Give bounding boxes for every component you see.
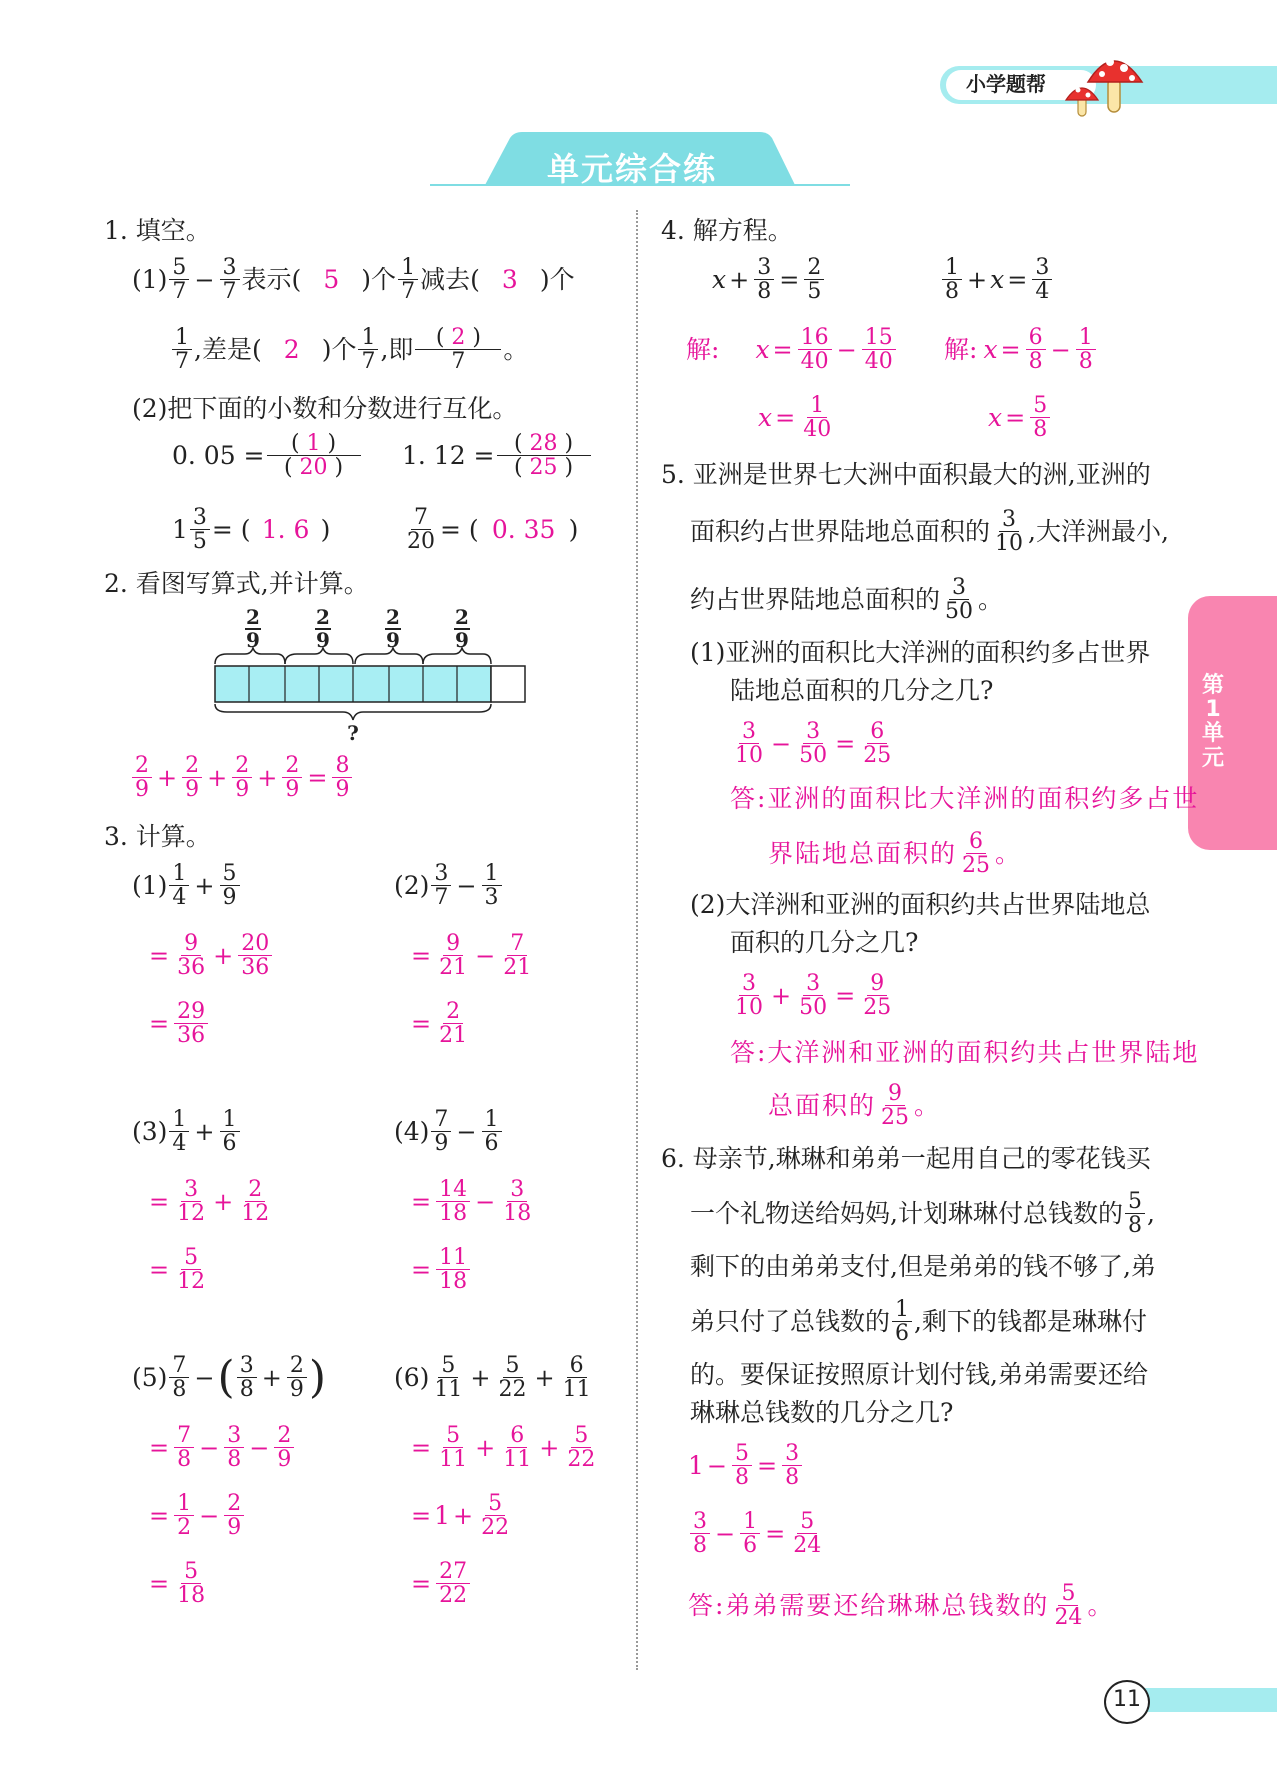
q3-problem-5: (5) $\frac{7}{8}$ − ( $\frac{3}{8}$ + $\frac{2}{9}$ ) (132, 1351, 326, 1403)
q5-text: 面积约占世界陆地总面积的 (690, 517, 991, 547)
q5-text: 。 (978, 585, 1004, 615)
q5-line3: 约占世界陆地总面积的 $\frac{3}{50}$ 。 (690, 575, 1004, 625)
q3-6-step3: = $\frac{27}{22}$ (408, 1560, 472, 1607)
svg-text:9: 9 (316, 628, 330, 652)
fraction: $\frac{3}{5}$ (190, 506, 210, 553)
q4-solution-1b: x = $\frac{1}{40}$ (758, 393, 832, 443)
q1-part1-line1: (1) $\frac{5}{7}$ − $\frac{3}{7}$ 表示( 5 )个 $\frac{1}{7}$ 减去( 3 )个 (132, 255, 575, 305)
q5-sub1-calc: $\frac{3}{10}$ − $\frac{3}{50}$ = $\frac{6}{25}$ (735, 719, 892, 769)
fraction: $\frac{( 28 )}{( 25 )}$ (497, 432, 591, 479)
q5-answer-text: 界陆地总面积的 (768, 839, 958, 869)
q1-answer: 25 (529, 455, 558, 481)
q5-sub2-line1: (2)大洋洲和亚洲的面积约共占世界陆地总 (690, 890, 1151, 919)
q3-problem-3: (3) $\frac{1}{4}$ + $\frac{1}{6}$ (132, 1108, 242, 1155)
q1-text: )个 (539, 265, 575, 295)
q3-label: (2) (394, 871, 430, 901)
svg-text:9: 9 (386, 628, 400, 652)
fraction: $\frac{7}{20}$ (407, 505, 435, 555)
q1-text: ,即 (380, 335, 414, 365)
fraction: $\frac{5}{7}$ (169, 256, 189, 303)
q6-text: 弟只付了总钱数的 (690, 1307, 891, 1337)
q1-answer-1: 5 (323, 265, 340, 295)
q4-solution-2: 解: x = $\frac{6}{8}$ − $\frac{1}{8}$ (944, 326, 1098, 373)
q2-heading: 2. 看图写算式,并计算。 (104, 569, 369, 598)
q6-line3: 剩下的由弟弟支付,但是弟弟的钱不够了,弟 (690, 1252, 1156, 1281)
q3-4-step1: = $\frac{14}{18}$ − $\frac{3}{18}$ (411, 1177, 532, 1227)
q1-text: 表示( (241, 265, 302, 295)
q5-text: ,大洋洲最小, (1028, 517, 1169, 547)
q5-sub2-calc: $\frac{3}{10}$ + $\frac{3}{50}$ = $\frac{9}{25}$ (735, 971, 892, 1021)
q1-answer: 1. 6 (261, 515, 310, 545)
fraction: $\frac{1}{7}$ (172, 326, 192, 373)
q3-2-step1: = $\frac{9}{21}$ − $\frac{7}{21}$ (411, 931, 532, 981)
q3-problem-6: (6) $\frac{5}{11}$ + $\frac{5}{22}$ + $\frac{6}{11}$ (394, 1353, 591, 1403)
q3-label: (5) (132, 1363, 168, 1393)
q2-bar-diagram (205, 602, 535, 747)
q3-6-step2: = 1 + $\frac{5}{22}$ (411, 1491, 510, 1541)
q6-line6: 琳琳总钱数的几分之几? (690, 1398, 954, 1427)
q3-label: (4) (394, 1117, 430, 1147)
fraction: $\frac{( 2 )}{7}$ (415, 326, 501, 373)
q1-mixed-2: $\frac{7}{20}$ = ( 0. 35 ) (402, 506, 578, 553)
svg-text:9: 9 (246, 628, 260, 652)
q1-text: )个 (321, 335, 357, 365)
q3-1-step2: = $\frac{29}{36}$ (146, 1000, 210, 1047)
q4-solution-2b: x = $\frac{5}{8}$ (988, 394, 1052, 441)
unit-tab-line2: 1 (1205, 697, 1221, 723)
q6-line2: 一个礼物送给妈妈,计划琳琳付总钱数的 $\frac{5}{8}$ , (690, 1189, 1155, 1239)
q5-sub2-answer-1: 答:大洋洲和亚洲的面积约共占世界陆地 (730, 1038, 1200, 1067)
q1-answer-4: 2 (451, 325, 466, 350)
q3-label: (1) (132, 871, 168, 901)
svg-text:2: 2 (316, 605, 330, 629)
q1-part1-label: (1) (132, 265, 168, 295)
unit-tab-label (1198, 674, 1228, 771)
q1-answer: 28 (529, 431, 558, 456)
q3-label: (6) (394, 1363, 430, 1393)
q3-3-step1: = $\frac{3}{12}$ + $\frac{2}{12}$ (149, 1177, 270, 1227)
q3-1-step1: = $\frac{9}{36}$ + $\frac{20}{36}$ (146, 932, 274, 979)
svg-text:2: 2 (455, 605, 469, 629)
q1-decimal-text: 1. 12 = (402, 441, 495, 471)
q3-2-step2: = $\frac{2}{21}$ (411, 999, 468, 1049)
unit-tab-line3: 单 (1201, 721, 1224, 747)
q1-mixed-whole: 1 (172, 515, 188, 545)
q5-line2: 面积约占世界陆地总面积的 $\frac{3}{10}$ ,大洋洲最小, (690, 507, 1169, 557)
page-title: 单元综合练 (547, 150, 718, 188)
unit-tab-line1: 第 (1201, 673, 1224, 698)
q6-answer-text: 答:弟弟需要还给琳琳总钱数的 (688, 1591, 1050, 1621)
q1-decimal-1 (172, 432, 363, 479)
svg-text:2: 2 (246, 605, 260, 629)
page-number-strip (1140, 1688, 1277, 1712)
q5-text: 约占世界陆地总面积的 (690, 585, 941, 615)
fraction: $\frac{( 1 )}{( 20 )}$ (267, 432, 361, 479)
q6-line4: 弟只付了总钱数的 $\frac{1}{6}$ ,剩下的钱都是琳琳付 (690, 1297, 1147, 1347)
q3-3-step2: = $\frac{5}{12}$ (149, 1245, 206, 1295)
q5-sub2-line2: 面积的几分之几? (730, 928, 919, 957)
q1-answer: 0. 35 (491, 515, 556, 545)
q1-answer: 20 (299, 455, 328, 481)
q5-sub1-answer-2: 界陆地总面积的 $\frac{6}{25}$ 。 (768, 829, 1023, 879)
q1-mixed-1: 1 $\frac{3}{5}$ = ( 1. 6 ) (172, 505, 331, 555)
q1-text: 减去( (420, 265, 480, 295)
q1-answer-3: 2 (283, 335, 300, 365)
q4-equation-1: x + $\frac{3}{8}$ = $\frac{2}{5}$ (712, 256, 826, 303)
mushroom-icon (1060, 40, 1150, 120)
svg-text:9: 9 (455, 628, 469, 652)
header-brand: 小学题帮 (966, 72, 1046, 96)
q3-problem-1: (1) $\frac{1}{4}$ + $\frac{5}{9}$ (132, 862, 242, 909)
page-number: 11 (1113, 1687, 1141, 1712)
unit-tab-line4: 元 (1201, 745, 1224, 771)
q3-problem-2: (2) $\frac{3}{7}$ − $\frac{1}{3}$ (394, 862, 504, 909)
q5-answer-text: 总面积的 (768, 1091, 877, 1121)
q4-solution-1: 解: x = $\frac{16}{40}$ − $\frac{15}{40}$ (686, 326, 898, 373)
q4-jie-label: 解: (686, 335, 720, 365)
q5-sub1-answer-1: 答:亚洲的面积比大洋洲的面积约多占世 (730, 784, 1200, 813)
q1-answer: 1 (306, 431, 321, 456)
column-divider (636, 210, 638, 1670)
q5-sub1-line1: (1)亚洲的面积比大洋洲的面积约多占世界 (690, 638, 1151, 667)
q3-heading: 3. 计算。 (104, 822, 211, 851)
q3-6-step1: = $\frac{5}{11}$ + $\frac{6}{11}$ + $\frac{5}{22}$ (411, 1423, 596, 1473)
q1-part2: (2)把下面的小数和分数进行互化。 (132, 394, 518, 423)
q6-text: ,剩下的钱都是琳琳付 (914, 1307, 1147, 1337)
q6-line1: 6. 母亲节,琳琳和弟弟一起用自己的零花钱买 (661, 1144, 1151, 1173)
q5-line1: 5. 亚洲是世界七大洲中面积最大的洲,亚洲的 (661, 460, 1151, 489)
q3-5-step1: = $\frac{7}{8}$ − $\frac{3}{8}$ − $\frac{2}{9}$ (146, 1424, 296, 1471)
fraction: $\frac{1}{7}$ (398, 256, 418, 303)
q6-line5: 的。要保证按照原计划付钱,弟弟需要还给 (690, 1360, 1148, 1389)
q1-text: )个 (361, 265, 397, 295)
q1-decimal-2 (402, 432, 593, 479)
q1-heading: 1. 填空。 (104, 216, 211, 245)
q4-jie-label: 解: (944, 335, 978, 365)
q1-text: ,差是( (194, 335, 262, 365)
q2-question-mark: ? (347, 721, 359, 745)
q4-heading: 4. 解方程。 (661, 216, 793, 245)
svg-text:2: 2 (386, 605, 400, 629)
fraction: $\frac{3}{7}$ (220, 256, 240, 303)
q3-label: (3) (132, 1117, 168, 1147)
q6-calc-2: $\frac{3}{8}$ − $\frac{1}{6}$ = $\frac{5}{24}$ (688, 1510, 826, 1557)
q6-text: 一个礼物送给妈妈,计划琳琳付总钱数的 (690, 1199, 1123, 1229)
q3-5-step2: = $\frac{1}{2}$ − $\frac{2}{9}$ (146, 1492, 246, 1539)
q5-sub1-line2: 陆地总面积的几分之几? (730, 676, 994, 705)
q2-answer: $\frac{2}{9}$ + $\frac{2}{9}$ + $\frac{2}{9}$ + $\frac{2}{9}$ = $\frac{8}{9}$ (130, 754, 354, 801)
q3-problem-4: (4) $\frac{7}{9}$ − $\frac{1}{6}$ (394, 1108, 504, 1155)
q3-4-step2: = $\frac{11}{18}$ (408, 1246, 472, 1293)
fraction: $\frac{1}{7}$ (358, 326, 378, 373)
q6-answer: 答:弟弟需要还给琳琳总钱数的 $\frac{5}{24}$ 。 (688, 1581, 1115, 1631)
q1-text: 。 (503, 335, 529, 365)
q6-calc-1: 1 − $\frac{5}{8}$ = $\frac{3}{8}$ (688, 1442, 804, 1489)
q3-5-step3: = $\frac{5}{18}$ (149, 1559, 206, 1609)
q1-part1-line2 (170, 326, 528, 373)
q4-equation-2: $\frac{1}{8}$ + x = $\frac{3}{4}$ (940, 256, 1054, 303)
q1-answer-2: 3 (501, 265, 518, 295)
q1-decimal-text: 0. 05 = (172, 441, 265, 471)
q5-sub2-answer-2: 总面积的 $\frac{9}{25}$ 。 (768, 1081, 942, 1131)
